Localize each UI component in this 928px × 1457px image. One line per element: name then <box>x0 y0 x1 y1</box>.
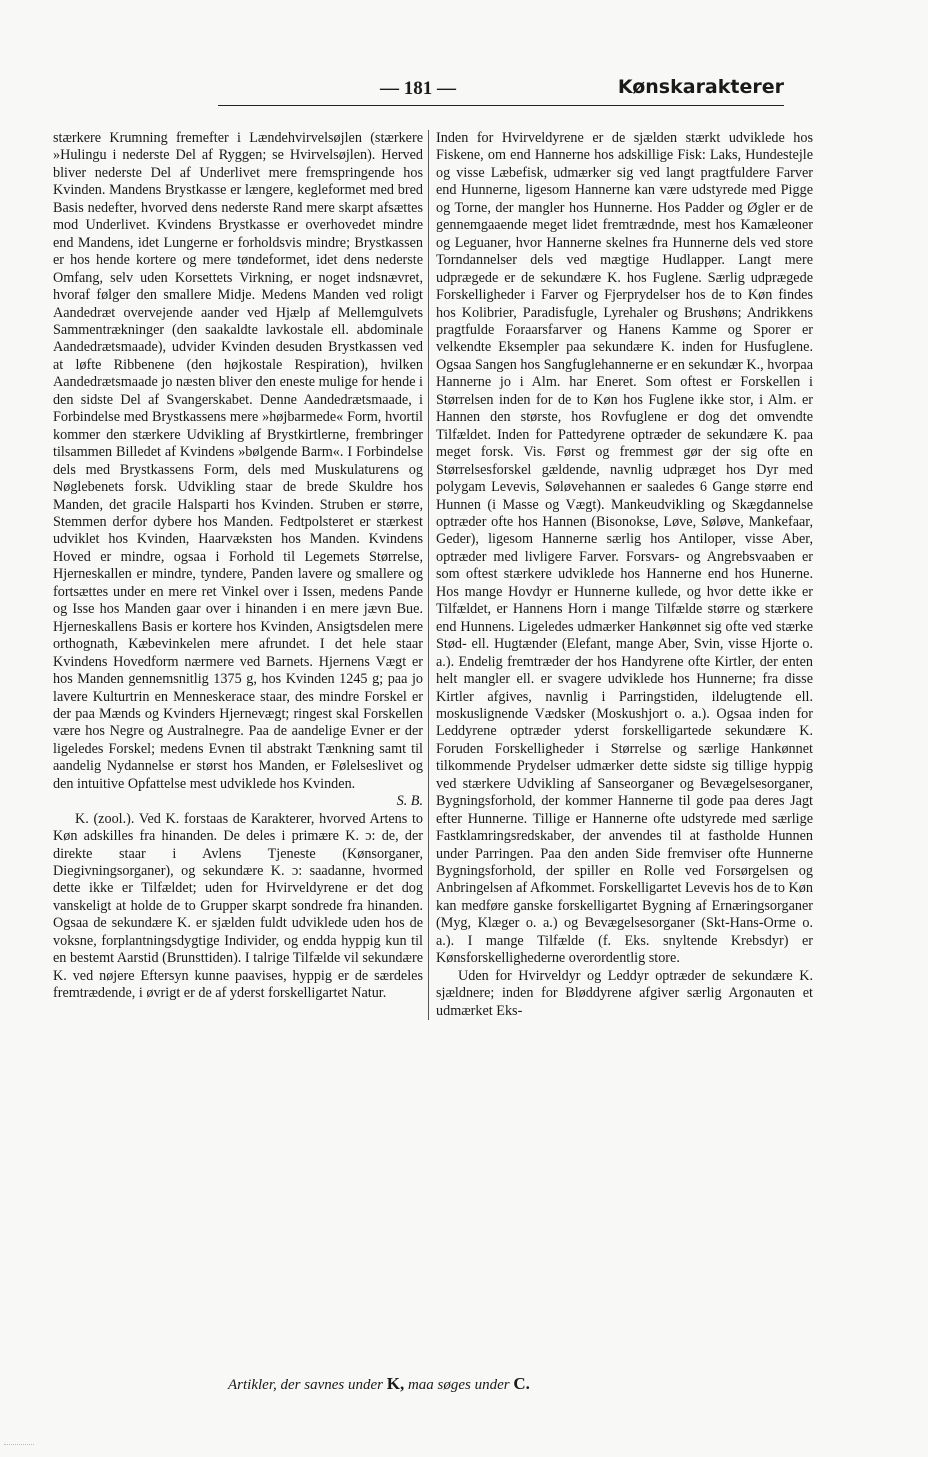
entry-headword: K. (zool.). <box>75 810 135 827</box>
author-signature: S. B. <box>396 793 423 810</box>
scan-artifact <box>4 1444 34 1451</box>
right-paragraph-2: Uden for Hvirveldyr og Leddyr optræder de sekundære K. sjældnere; inden for Bløddyrene afgiver særlig Argonauten et udmærket Eks- <box>436 967 813 1019</box>
right-paragraph-1: Inden for Hvirveldyrene er de sjælden stærkt udviklede hos Fiskene, om end Hannerne hos adskillige Fisk: Laks, Hundestejle og visse Læbefisk, udmærker sig ved langt pragtfuldere Farver end Hunnerne, ligesom Hannerne kan være udstyrede med Pigge og Torne, der mangler hos Hunnerne. Hos Padder og Øgler er de gennemgaaende meget lidet fremtrædnde, mest hos Kamæleoner og Leguaner, hvor Hannerne skelnes fra Hunnerne dels ved store Torndannelser dels ved mægtige Hudlapper. Langt mere udprægede er de sekundære K. hos Fuglene. Særlig udprægede Forskelligheder i Farver og Fjerprydelser hos de to Køn findes hos Kolibrier, Paradisfugle, Lyrehaler og Brushøns; Andrikkens pragtfulde Foraarsfarver og Hanens Kamme og Sporer er velkendte Eksempler paa sekundære K. inden for Husfuglene. Ogsaa Sangen hos Sangfuglehannerne er en sekundær K., hvorpaa Hannerne jo i Alm. har Eneret. Som oftest er Forskellen i Størrelsen inden for de to Køn hos Fuglene ikke stor, i Alm. er Hannen den største, hos Rovfuglene er dog det omvendte Tilfældet. Inden for Pattedyrene optræder de sekundære K. paa meget forsk. Vis. Først og fremmest gør der sig ofte en Størrelsesforskel gældende, navnlig udpræget hos Dyr med polygam Levevis, Søløvehannen er saaledes 6 Gange større end Hunnen (i Masse og Vægt). Mankeudvikling og Skægdannelse optræder ofte hos Hannen (Bisonokse, Løve, Søløve, Mankefaar, Geder), ligesom Hannerne særlig hos Antiloper, visse Aber, optræder med livligere Farver. Forsvars- og Angrebsvaaben er som oftest stærkere udviklede hos Hannerne end hos Hunerne. Hos mange Hovdyr er Hunnerne kullede, og hvor dette ikke er Tilfældet, er Hannens Horn i mange Tilfælde større og stærkere end Hunnens. Ligeledes udmærker Hankønnet sig ofte ved stærke Stød- ell. Hugtænder (Elefant, mange Aber, Svin, visse Hjorte o. a.). Endelig fremtræder der hos Handyrene ofte Kirtler, der enten helt mangler ell. er svagere udviklede hos Hunnerne; fra disse Kirtler afgives, navnlig i Parringstiden, ildelugtende ell. moskuslignende Vædsker (Moskushjort o. a.). Ogsaa inden for Leddyrene optræder yderst forskelligartede sekundære K. Foruden Forskelligheder i Størrelse og særlige Hankønnet tilkommende Prydelser udmærker dette sidste sig tillige hyppig ved stærkere Udvikling af Sanseorganer og Bevægelsesorganer, Bygningsforhold, der kommer Hannerne til gode paa deres Jagt efter Hunnerne. Tillige er Hannerne ofte udstyrede med særlige Fastklamringsredskaber, der anvendes til at fastholde Hunnen under Parringen. Paa den anden Side fremviser ofte Hunnerne Bygningsforhold, der spiller en Rolle ved Forsørgelsen og Anbringelsen af Afkommet. Forskelligartet Levevis hos de to Køn kan medføre ganske forskelligartet Bygning af Ernæringsorganer (Myg, Klæger o. a.) og Bevægelsesorganer (Skt-Hans-Orme o. a.). I mange Tilfælde (f. Eks. snyltende Krebsdyr) er Kønsforskellighederne overordentlig store. <box>436 130 813 967</box>
footer-note <box>228 1374 828 1394</box>
footer-prefix: Artikler, der savnes under <box>228 1377 383 1393</box>
continued-paragraph: stærkere Krumning fremefter i Lændehvirvelsøjlen (stærkere »Hulingu i nederste Del af Ryggen; se Hvirvelsøjlen). Herved bliver nederste Del af Underlivet mere fremspringende hos Kvinden. Mandens Brystkasse er længere, kegleformet med bred Basis nedefter, hvorved dens nederste Rand mere skarpt afsættes mod Underlivet. Kvindens Brystkasse er overhovedet mindre end Mandens, idet Lungerne er forholdsvis mindre; Brystkassen er hos hende kortere og mere tøndeformet, idet dens nederste Omfang, selv uden Korsettets Virkning, er noget indsnævret, hvoraf følger den smallere Midje. Medens Manden ved roligt Aandedræt overvejende aander ved Hjælp af Mellemgulvets Sammentrækninger (den saakaldte lavkostale ell. abdominale Aandedrætsmaade), udvider Kvinden desuden Brystkassen ved at løfte Ribbenene (den højkostale Respiration), hvilken Aandedrætsmaade jo næsten bliver den eneste mulige for hende i den sidste Del af Svangerskabet. Denne Aandedrætsmaade, i Forbindelse med Brystkassens mere »højbarmede« Form, hvortil kommer den stærkere Udvikling af Brystkirtlerne, frembringer tilsammen Billedet af Kvindens »bølgende Barm«. I Forbindelse dels med Brystkassens Form, dels med Muskulaturens og Nøglebenets forsk. Udvikling staar de brede Skuldre hos Manden, det gracile Halsparti hos Kvinden. Struben er større, Stemmen derfor dybere hos Manden. Fedtpolsteret er stærkest udviklet hos Kvinden, Haarvæksten hos Manden. Kvindens Hoved er mindre, ogsaa i Forhold til Legemets Størrelse, Hjerneskallen er mindre, tyndere, Panden lavere og smallere og fortsættes under en mere ret Vinkel over i Issen, medens Pande og Isse hos Manden gaar over i hinanden i en mere jævn Bue. Hjerneskallens Basis er kortere hos Kvinden, Ansigtsdelen mere orthognath, Kæbevinkelen mere afrundet. I det hele staar Kvindens Hovedform nærmere ved Barnets. Hjernens Vægt er hos Manden gennemsnitlig 1375 g, hos Kvinden 1245 g; paa jo lavere Kulturtrin en Menneskerace staar, des mindre Forskel er der paa Mænds og Kvinders Hjernevægt; ringest skal Forskellen være hos Negre og Australnegre. Paa de aandelige Evner er der ligeledes Forskel; medens Evnen til abstrakt Tænkning samt til aandelig Nydannelse er størst hos Manden, er Følelseslivet og den intuitive Opfattelse mest udviklede hos Kvinden. <box>53 130 423 792</box>
footer-letter-k: K, <box>386 1374 405 1393</box>
footer-middle: maa søges under <box>407 1377 510 1393</box>
header-rule <box>218 105 784 106</box>
entry-text: Ved K. forstaas de Karakterer, hvorved Artens to Køn adskilles fra hinanden. De deles i primære K. ɔ: de, der direkte staar i Avlens Tjeneste (Kønsorganer, Diegivningsorganer), og sekundære K. ɔ: saadanne, hvormed dette ikke er Tilfældet; uden for Hvirveldyrene er det dog vanskeligt at holde de to Grupper skarpt sondrede fra hinanden. Ogsaa de sekundære K. er sjælden fuldt udviklede uden hos de voksne, forplantningsdygtige Individer, og endda hyppig kun til en bestemt Aarstid (Brunsttiden). I talrige Tilfælde vil sekundære K. ved nøjere Eftersyn kunne paavises, hyppig er de særdeles fremtrædende, i øvrigt er de af yderst forskelligartet Natur. <box>53 810 424 1002</box>
footer-letter-c: C. <box>513 1374 530 1393</box>
left-column <box>53 130 423 1003</box>
entry-paragraph <box>53 811 423 1003</box>
right-column <box>428 130 813 1020</box>
running-title: Kønskarakterer <box>617 76 784 98</box>
page-number: — 181 — <box>380 78 456 99</box>
page-header <box>218 72 784 108</box>
